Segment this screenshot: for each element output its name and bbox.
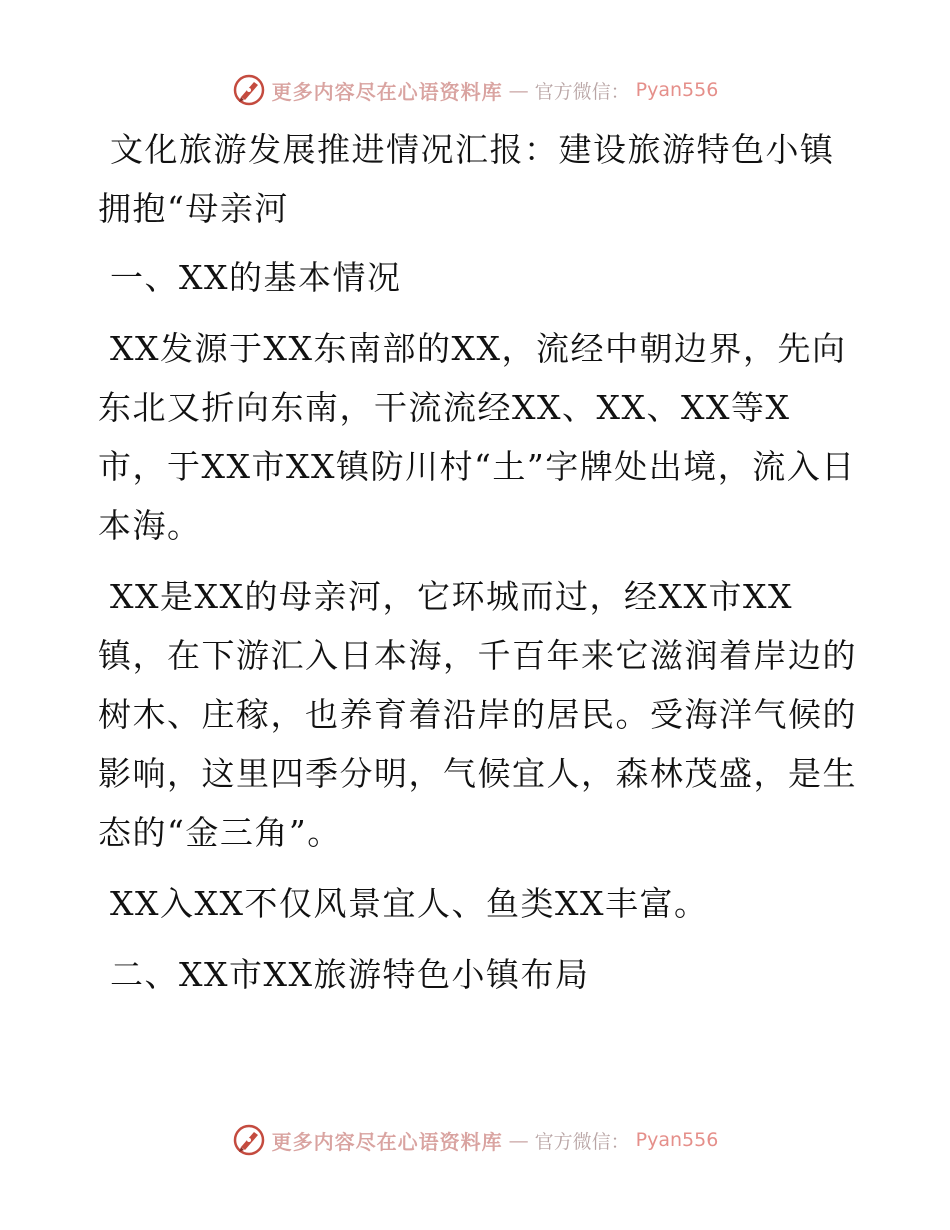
watermark-dash: —	[508, 78, 529, 102]
paragraph-1: XX发源于XX东南部的XX，流经中朝边界，先向东北又折向东南，干流流经XX、XX、XX等X市，于XX市XX镇防川村“土”字牌处出境，流入日本海。	[98, 329, 856, 545]
document-body	[98, 120, 858, 1016]
watermark-id: Pyan556	[635, 79, 719, 101]
watermark-sub: 官方微信：	[534, 80, 630, 103]
watermark-header	[0, 70, 950, 110]
watermark-brand: 更多内容尽在心语资料库	[271, 79, 503, 104]
pen-logo-icon	[232, 1123, 266, 1157]
watermark-id: Pyan556	[635, 1129, 719, 1151]
watermark-footer	[0, 1120, 950, 1160]
watermark-dash: —	[508, 1128, 529, 1152]
paragraph-3: XX入XX不仅风景宜人、鱼类XX丰富。	[110, 884, 709, 923]
watermark-brand: 更多内容尽在心语资料库	[271, 1129, 503, 1154]
watermark-sub: 官方微信：	[534, 1130, 630, 1153]
paragraph-2: XX是XX的母亲河，它环城而过，经XX市XX镇，在下游汇入日本海，千百年来它滋润着岸边的树木、庄稼，也养育着沿岸的居民。受海洋气候的影响，这里四季分明，气候宜人，森林茂盛，是生态的“金三角”。	[98, 577, 857, 852]
pen-logo-icon	[232, 73, 266, 107]
document-title: 文化旅游发展推进情况汇报：建设旅游特色小镇拥抱“母亲河	[98, 130, 835, 228]
section-heading-2: 二、XX市XX旅游特色小镇布局	[110, 955, 590, 994]
section-heading-1: 一、XX的基本情况	[110, 258, 402, 297]
